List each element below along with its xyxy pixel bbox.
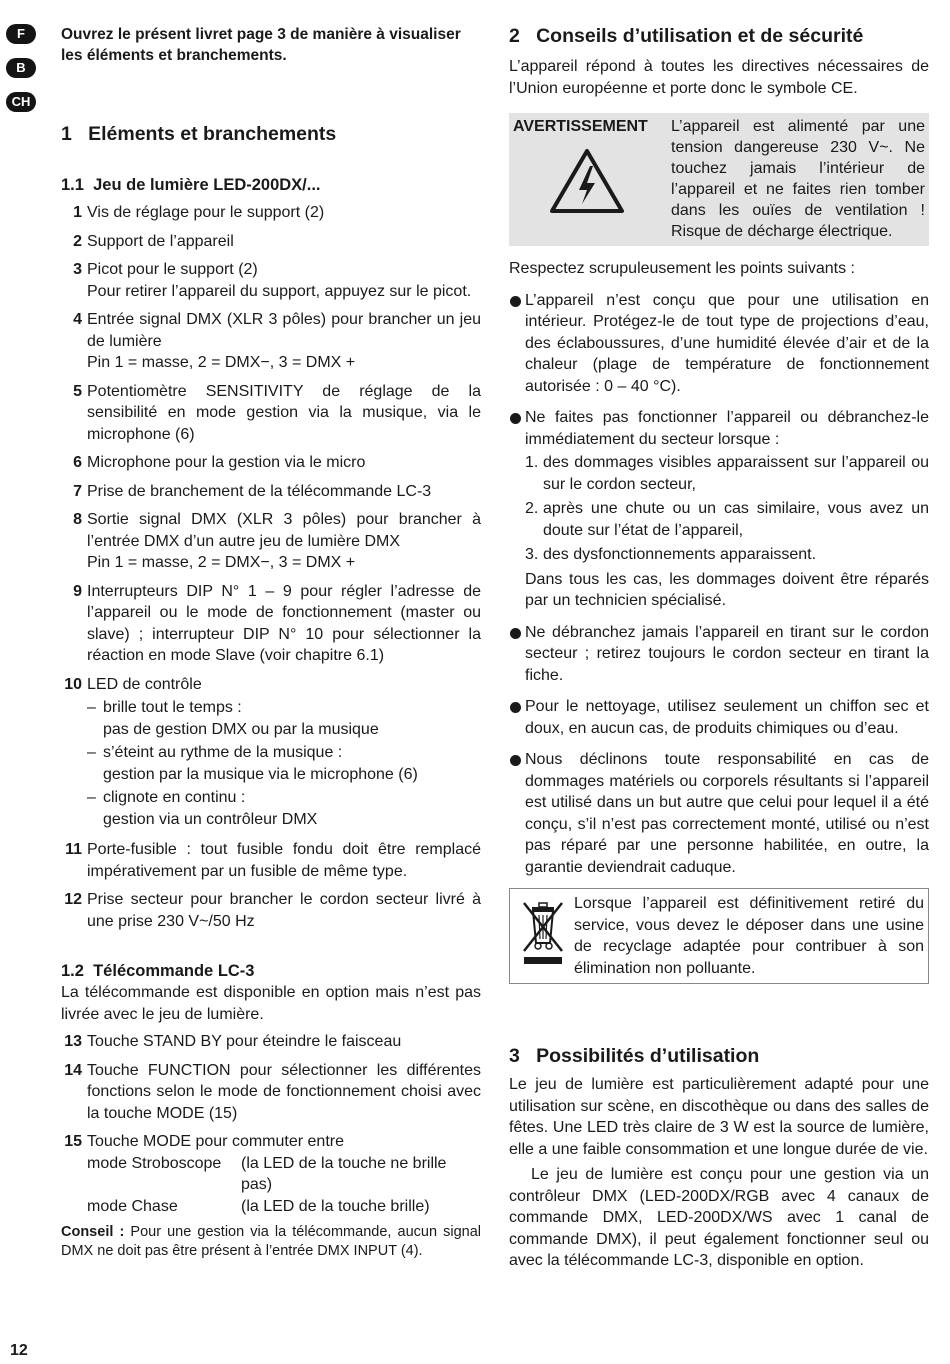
led-states-list: [87, 697, 481, 830]
list-item: 2 Support de l’appareil: [73, 232, 234, 250]
list-item: 3. des dysfonctionnements apparaissent.: [525, 546, 817, 563]
crossed-out-wheelie-bin-icon: [518, 899, 568, 971]
list-item: 8 Sortie signal DMX (XLR 3 pôles) pour brancher à l’entrée DMX d’un autre jeu de lumière DMX Pin 1 = masse, 2 = DMX−, 3 = DMX +: [73, 511, 481, 571]
warning-text: L’appareil est alimenté par une tension dangereuse 230 V~. Ne touchez jamais l’intérieur de l’appareil et ne faites rien tomber dans les ouïes de ventilation ! Risque de décharge électrique.: [671, 118, 925, 240]
bullet-icon: [509, 407, 525, 612]
disposal-text: Lorsque l’appareil est définitivement retiré du service, vous devez le déposer dans une usine de recyclage adaptée pour contribuer à son élimination non polluante.: [574, 895, 924, 977]
section-1-title: 1 Eléments et branchements: [61, 123, 337, 145]
list-item: 1. des dommages visibles apparaissent sur l’appareil ou sur le cordon secteur,: [525, 454, 929, 493]
list-item: 14 Touche FUNCTION pour sélectionner les différentes fonctions selon le mode de fonctionnement choisi avec la touche MODE (15): [64, 1061, 481, 1122]
left-column: [61, 24, 481, 1261]
list-item: – s’éteint au rythme de la musique : gestion par la musique via le microphone (6): [87, 744, 418, 783]
list-item: 9 Interrupteurs DIP N° 1 – 9 pour régler l’adresse de l’appareil ou le mode de fonctionnement (master ou slave) ; interrupteur DIP N° 10 pour sélectionner la réaction en mode Slave (voir chapitre 6.1): [73, 582, 481, 664]
tip-text: Pour une gestion via la télécommande, aucun signal DMX ne doit pas être présent à l’entrée DMX INPUT (4).: [61, 1224, 481, 1259]
subsection-1-2-title: 1.2 Télécommande LC-3: [61, 962, 255, 980]
page-number: 12: [10, 1342, 28, 1359]
electric-shock-warning-icon: [549, 148, 625, 214]
list-item: 7 Prise de branchement de la télécommande LC-3: [73, 482, 432, 500]
language-badges: [6, 24, 42, 126]
list-item: 6 Microphone pour la gestion via le micro: [73, 454, 366, 471]
list-item: 5 Potentiomètre SENSITIVITY de réglage de la sensibilité en mode gestion via la musique, via le microphone (6): [73, 382, 481, 443]
section-3-title: 3 Possibilités d’utilisation: [509, 1045, 760, 1067]
ce-mark: CE.: [831, 79, 858, 97]
list-item: 12 Prise secteur pour brancher le cordon secteur livré à une prise 230 V~/50 Hz: [64, 891, 481, 930]
list-item: L’appareil n’est conçu que pour une utilisation en intérieur. Protégez-le de tout type de projections d’eau, des éclaboussures, d’une humidité élevée d’air et de la chaleur (plage de température de fonctionnement autorisée : 0 – 40 °C).: [509, 290, 929, 398]
list-item: 4 Entrée signal DMX (XLR 3 pôles) pour brancher un jeu de lumière Pin 1 = masse, 2 = DMX−, 3 = DMX +: [73, 311, 481, 371]
bullet-icon: [509, 696, 525, 739]
remote-list: [61, 1031, 481, 1217]
right-column: [509, 24, 929, 1272]
list-item: 3 Picot pour le support (2) Pour retirer l’appareil du support, appuyez sur le picot.: [73, 261, 472, 300]
list-item: Ne débranchez jamais l’appareil en tirant sur le cordon secteur ; retirez toujours le cordon secteur en tirant la fiche.: [509, 622, 929, 687]
list-item: Nous déclinons toute responsabilité en cas de dommages matériels ou corporels résultants si l’appareil est utilisé dans un but autre que celui pour lequel il a été conçu, s’il n’est pas correctement monté, utilisé ou n’est pas réparé par une personne habilitée, en outre, la garantie deviendrait caduque.: [509, 749, 929, 878]
language-badge-b: B: [6, 58, 36, 78]
section-3-paragraph-1: Le jeu de lumière est particulièrement adapté pour une utilisation sur scène, en discothèque ou dans des salles de fêtes. Une LED très claire de 3 W est la source de lumière, elle a une faible consommation et une longue durée de vie.: [509, 1076, 929, 1158]
tip-label: Conseil :: [61, 1224, 125, 1240]
section-2-title: 2 Conseils d’utilisation et de sécurité: [509, 25, 864, 47]
list-item: 13 Touche STAND BY pour éteindre le faisceau: [64, 1033, 402, 1050]
tip-note: [61, 1223, 481, 1261]
bullet-icon: [509, 622, 525, 687]
language-badge-f: F: [6, 24, 36, 44]
disposal-box: [509, 888, 929, 984]
list-item: 2. après une chute ou un cas similaire, vous avez un doute sur l’état de l’appareil,: [525, 500, 929, 539]
list-item: 1 Vis de réglage pour le support (2): [73, 204, 325, 221]
remote-intro: La télécommande est disponible en option mais n’est pas livrée avec le jeu de lumière.: [61, 984, 481, 1023]
list-item: Ne faites pas fonctionner l’appareil ou débranchez-le immédiatement du secteur lorsque : 1. des dommages visibles apparaissent sur l’appareil ou sur le cordon secteur, 2. après une chute ou un cas similaire, vous avez un doute sur l’état de l’appareil, 3. des dysfonctionnements apparaissent. Dans tous les cas, les dommages doivent être réparés par un technicien spécialisé.: [509, 407, 929, 612]
intro-text: Ouvrez le présent livret page 3 de manière à visualiser les éléments et branchements.: [61, 26, 461, 64]
section-2-intro: L’appareil répond à toutes les directives nécessaires de l’Union européenne et porte donc le symbole CE.: [509, 58, 929, 97]
bullet-icon: [509, 290, 525, 398]
warning-box: [509, 113, 929, 246]
warning-title: AVERTISSEMENT: [513, 118, 648, 135]
subsection-1-1-title: 1.1 Jeu de lumière LED-200DX/...: [61, 176, 321, 194]
mode-row: mode Chase (la LED de la touche brille): [87, 1197, 430, 1215]
list-item: – brille tout le temps : pas de gestion DMX ou par la musique: [87, 699, 379, 738]
respect-text: Respectez scrupuleusement les points suivants :: [509, 260, 855, 277]
language-badge-ch: CH: [6, 92, 36, 112]
safety-list: [509, 290, 929, 879]
list-item: 10 LED de contrôle – brille tout le temps : pas de gestion DMX ou par la musique – s’éteint au rythme de la musique : gestion par la musique via le microphone (6) – clignote en continu : gestion via un contrôleur DMX: [61, 674, 481, 833]
list-item: Pour le nettoyage, utilisez seulement un chiffon sec et doux, en aucun cas, de produits chimiques ou d’eau.: [509, 696, 929, 739]
section-3-paragraph-2: Le jeu de lumière est conçu pour une gestion via un contrôleur DMX (LED-200DX/RGB avec 4 canaux de commande DMX, LED-200DX/WS avec 1 canal de commande DMX), il peut également fonctionner seul ou avec la télécommande LC-3, disponible en option.: [509, 1166, 929, 1269]
mode-row: mode Stroboscope (la LED de la touche ne brille pas): [87, 1154, 447, 1193]
list-item: – clignote en continu : gestion via un contrôleur DMX: [87, 789, 318, 828]
bullet-icon: [509, 749, 525, 878]
elements-list: [61, 202, 481, 932]
list-item: 15 Touche MODE pour commuter entre mode Stroboscope (la LED de la touche ne brille pas) mode Chase (la LED de la touche brille): [61, 1131, 481, 1217]
conditions-list: [525, 452, 929, 566]
list-item: 11 Porte-fusible : tout fusible fondu doit être remplacé impérativement par un fusible de même type.: [65, 841, 481, 880]
